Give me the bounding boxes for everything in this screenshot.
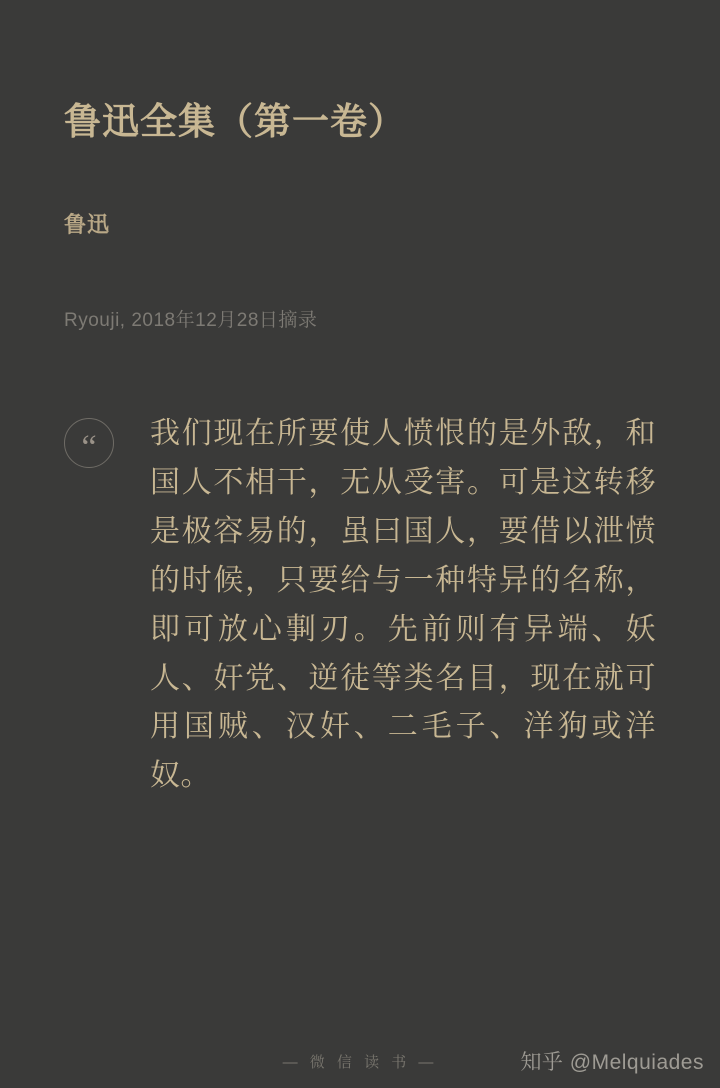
quote-text: 我们现在所要使人愤恨的是外敌，和国人不相干，无从受害。可是这转移是极容易的，虽曰国人，要借以泄愤的时候，只要给与一种特异的名称，即可放心剚刃。先前则有异端、妖人、奸党、逆徒等类名目，现在就可用国贼、汉奸、二毛子、洋狗或洋奴。 [150,417,656,793]
page-title: 鲁迅全集（第一卷） [64,101,406,142]
watermark: 知乎 @Melquiades [520,1051,704,1074]
book-author: 鲁迅 [64,212,111,238]
quote-mark-glyph: “ [81,429,97,467]
quote-block [64,332,656,801]
quote-mark-icon [64,418,114,468]
excerpt-meta: Ryouji, 2018年12月28日摘录 [64,310,318,332]
app-brand-label: — 微 信 读 书 — [282,1054,438,1071]
